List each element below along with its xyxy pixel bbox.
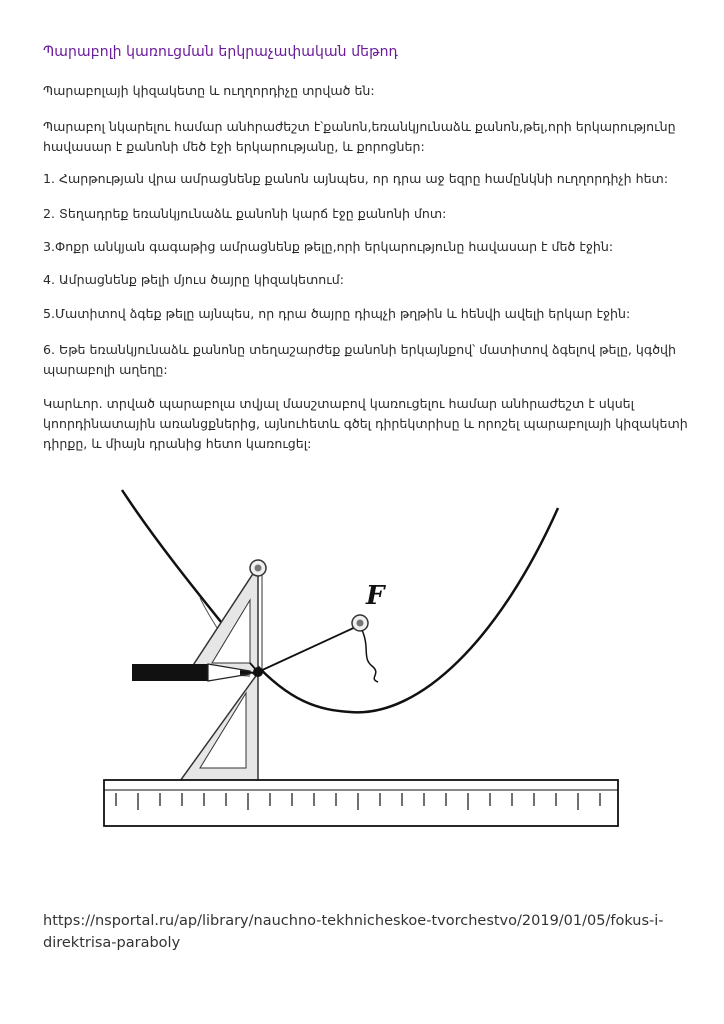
- source-link[interactable]: https://nsportal.ru/ap/library/nauchno-tekhnicheskoe-tvorchestvo/2019/01/05/fokus-i-direktrisa-paraboly: [43, 913, 664, 951]
- paragraph-step-1: 1. Հարթության վրա ամրացնենք քանոն այնպես, որ դրա աջ եզրը համընկնի ուղղորդիչի հետ:: [43, 171, 669, 186]
- paragraph-step-5: 5.Մատիտով ձգեք թելը այնպես, որ դրա ծայրը դիպչի թղթին և հենվի ավելի երկար էջին:: [43, 306, 631, 321]
- paragraph-step-6: 6. Եթե եռանկյունաձև քանոնը տեղաշարժեք քանոնի երկայնքով՝ մատիտով ձգելով թելը, կգծվի պարաբոլի աղեղը:: [43, 342, 677, 377]
- paragraph-step-3: 3.Փոքր անկյան գագաթից ամրացնենք թելը,որի երկարությունը հավասար է մեծ էջին:: [43, 239, 614, 254]
- parabola-construction-figure: [100, 488, 625, 833]
- focus-label: F: [366, 581, 385, 611]
- focus-pin-icon: [352, 615, 378, 682]
- push-pin-icon: [250, 560, 266, 576]
- page-title: Պարաբոլի կառուցման երկրաչափական մեթոդ: [43, 44, 398, 60]
- paragraph-materials: Պարաբոլ նկարելու համար անհրաժեշտ է՝քանոն,եռանկյունաձև քանոն,թել,որի երկարությունը հավասար է քանոնի մեծ էջի երկարությանը, և քորոցներ:: [43, 119, 676, 154]
- paragraph-step-4: 4. Ամրացնենք թելի մյուս ծայրը կիզակետում:: [43, 272, 344, 287]
- ruler-icon: [104, 780, 618, 826]
- paragraph-note: Կարևոր. տրված պարաբոլա տվյալ մասշտաբով կառուցելու համար անհրաժեշտ է սկսել կոորդինատային առանցքներից, այնուհետև գծել դիրեկտրիսը և որոշել պարաբոլայի կիզակետի դիրքը, և միայն դրանից հետո կառուցել:: [43, 396, 688, 451]
- paragraph-step-2: 2. Տեղադրեք եռանկյունաձև քանոնի կարճ էջը քանոնի մոտ:: [43, 206, 447, 221]
- paragraph-intro: Պարաբոլայի կիզակետը և ուղղորդիչը տրված են:: [43, 83, 375, 98]
